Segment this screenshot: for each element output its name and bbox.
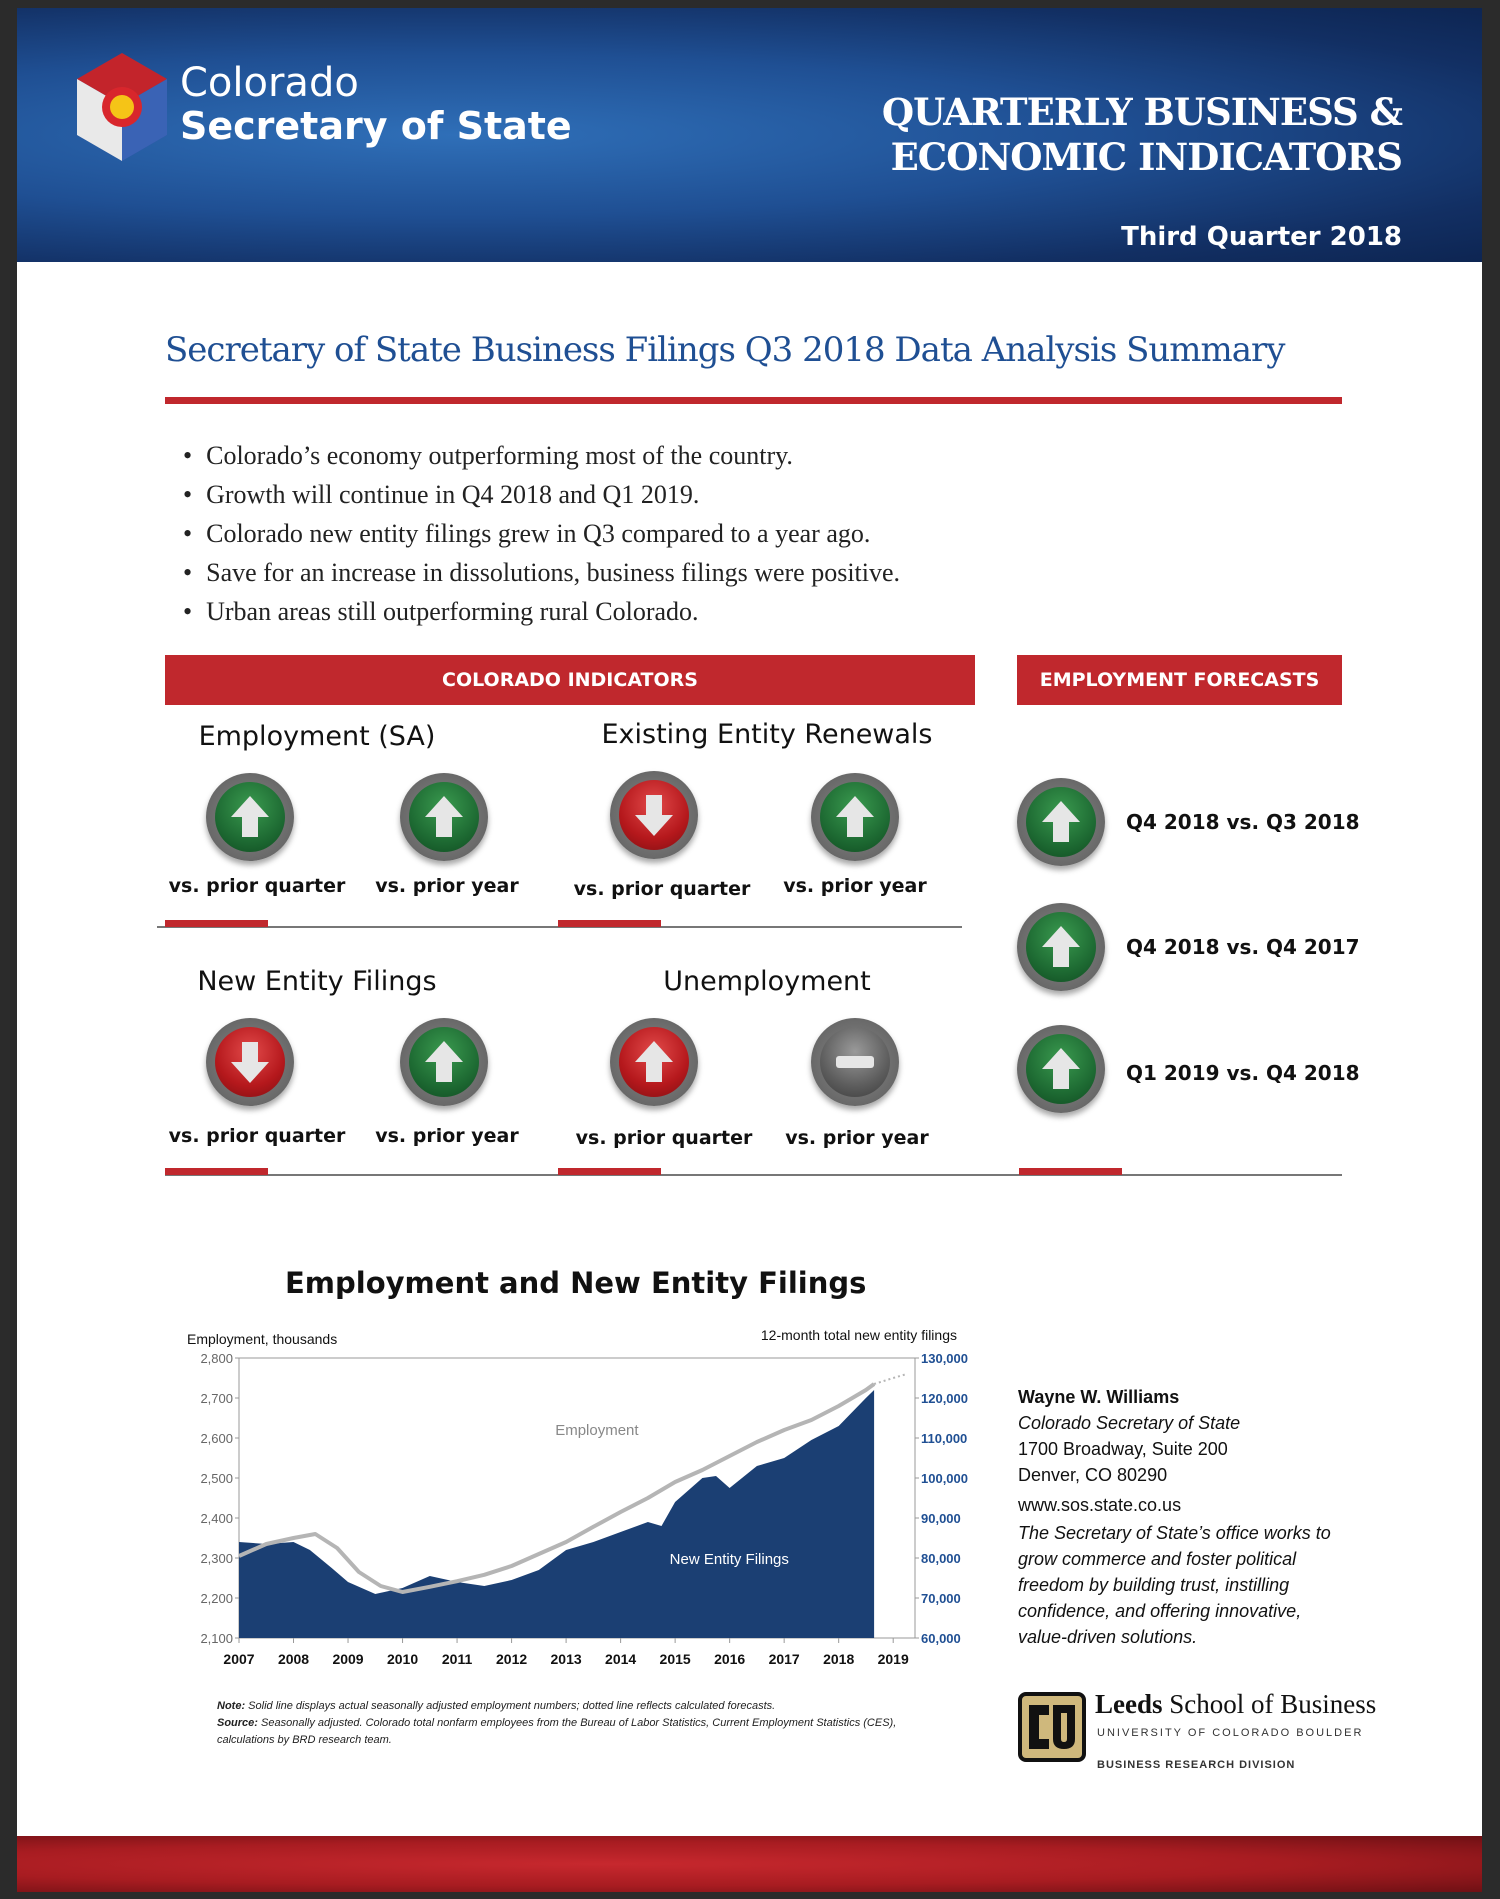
y-tick-left: 2,400	[200, 1511, 233, 1526]
up-arrow-icon	[400, 773, 488, 861]
source-label: Source:	[217, 1717, 258, 1729]
no-change-icon	[811, 1018, 899, 1106]
y-tick-right: 70,000	[921, 1591, 961, 1606]
filings-annotation: New Entity Filings	[669, 1551, 789, 1568]
footer-bar	[17, 1836, 1482, 1892]
down-arrow-icon	[206, 1018, 294, 1106]
y-tick-right: 100,000	[921, 1471, 968, 1486]
x-tick: 2010	[386, 1651, 419, 1667]
report-page	[17, 8, 1482, 1892]
leeds-university: UNIVERSITY OF COLORADO BOULDER	[1097, 1727, 1364, 1739]
forecast-label: Q4 2018 vs. Q4 2017	[1126, 935, 1360, 959]
indicator-label: vs. prior year	[375, 875, 519, 897]
y-tick-right: 80,000	[921, 1551, 961, 1566]
x-tick: 2009	[332, 1651, 364, 1667]
chart-title: Employment and New Entity Filings	[285, 1266, 867, 1300]
chart-note	[217, 1698, 897, 1749]
summary-title: Secretary of State Business Filings Q3 2018 Data Analysis Summary	[165, 330, 1285, 370]
x-tick: 2013	[550, 1651, 582, 1667]
y-tick-left: 2,700	[200, 1391, 233, 1406]
x-tick: 2012	[496, 1651, 528, 1667]
summary-bullet: • Colorado new entity filings grew in Q3 compared to a year ago.	[167, 514, 900, 553]
leeds-name-bold: Leeds	[1095, 1689, 1163, 1719]
y-tick-right: 110,000	[921, 1431, 968, 1446]
indicator-label: vs. prior quarter	[573, 878, 751, 900]
title-divider	[165, 397, 1342, 404]
employment-forecast-line	[874, 1374, 907, 1384]
red-accent-bar	[1019, 1168, 1122, 1175]
contact-block	[1018, 1384, 1240, 1518]
summary-bullet: • Colorado’s economy outperforming most of the country.	[167, 436, 900, 475]
mission-statement: The Secretary of State’s office works to grow commerce and foster political freedom by building trust, instilling confidence, and offering innovative, value-driven solutions.	[1018, 1523, 1331, 1647]
up-arrow-icon	[1017, 778, 1105, 866]
contact-website[interactable]: www.sos.state.co.us	[1018, 1495, 1182, 1515]
x-tick: 2016	[714, 1651, 746, 1667]
forecast-label: Q4 2018 vs. Q3 2018	[1126, 810, 1360, 834]
y-tick-left: 2,800	[200, 1351, 233, 1366]
red-accent-bar	[165, 1168, 268, 1175]
indicator-title-unemployment: Unemployment	[663, 966, 871, 997]
red-accent-bar	[558, 1168, 661, 1175]
indicator-label: vs. prior quarter	[168, 1125, 346, 1147]
y-axis-left-label: Employment, thousands	[187, 1331, 338, 1347]
up-arrow-icon	[400, 1018, 488, 1106]
x-tick: 2018	[823, 1651, 855, 1667]
up-arrow-icon	[1017, 903, 1105, 991]
colorado-indicators-header: COLORADO INDICATORS	[165, 655, 975, 705]
contact-address1: 1700 Broadway, Suite 200	[1018, 1439, 1228, 1459]
indicator-label: vs. prior year	[785, 1127, 929, 1149]
employment-filings-chart	[167, 1308, 977, 1688]
y-tick-right: 90,000	[921, 1511, 961, 1526]
report-quarter: Third Quarter 2018	[1121, 222, 1402, 252]
x-tick: 2008	[277, 1651, 310, 1667]
x-tick: 2007	[223, 1651, 255, 1667]
leeds-name	[1095, 1689, 1376, 1720]
indicator-title-new-filings: New Entity Filings	[197, 966, 437, 997]
report-title	[882, 90, 1402, 180]
x-tick: 2017	[768, 1651, 800, 1667]
contact-role: Colorado Secretary of State	[1018, 1413, 1241, 1433]
leeds-logo	[1017, 1691, 1417, 1781]
red-accent-bar	[558, 920, 661, 927]
note-text: Solid line displays actual seasonally adjusted employment numbers; dotted line reflects calculated forecasts.	[248, 1700, 776, 1712]
indicator-title-renewals: Existing Entity Renewals	[601, 719, 933, 750]
note-label: Note:	[217, 1700, 246, 1712]
report-title-line1: QUARTERLY BUSINESS &	[881, 90, 1402, 134]
red-accent-bar	[165, 920, 268, 927]
employment-forecasts-header: EMPLOYMENT FORECASTS	[1017, 655, 1342, 705]
y-tick-left: 2,600	[200, 1431, 233, 1446]
org-name-line1: Colorado	[180, 60, 359, 106]
summary-bullets	[167, 436, 900, 631]
org-name-line2: Secretary of State	[180, 104, 572, 148]
summary-bullet: • Save for an increase in dissolutions, business filings were positive.	[167, 553, 900, 592]
x-tick: 2015	[659, 1651, 691, 1667]
up-arrow-icon	[610, 1018, 698, 1106]
summary-bullet: • Urban areas still outperforming rural Colorado.	[167, 592, 900, 631]
summary-bullet: • Growth will continue in Q4 2018 and Q1 2019.	[167, 475, 900, 514]
x-tick: 2019	[877, 1651, 909, 1667]
leeds-name-rest: School of Business	[1162, 1689, 1377, 1719]
y-tick-right: 60,000	[921, 1631, 961, 1646]
indicator-label: vs. prior year	[375, 1125, 519, 1147]
forecast-label: Q1 2019 vs. Q4 2018	[1126, 1061, 1360, 1085]
report-title-line2: ECONOMIC INDICATORS	[890, 135, 1402, 179]
y-tick-right: 130,000	[921, 1351, 968, 1366]
indicator-label: vs. prior year	[783, 875, 927, 897]
up-arrow-icon	[811, 773, 899, 861]
cu-logo-icon	[1017, 1691, 1087, 1763]
indicator-title-employment: Employment (SA)	[198, 721, 436, 752]
contact-name: Wayne W. Williams	[1018, 1387, 1180, 1407]
contact-address2: Denver, CO 80290	[1018, 1465, 1168, 1485]
y-tick-left: 2,100	[200, 1631, 233, 1646]
y-tick-left: 2,200	[200, 1591, 233, 1606]
source-text: Seasonally adjusted. Colorado total nonfarm employees from the Bureau of Labor Statistics, Current Employment Statistics (CES), calculations by BRD research team.	[217, 1717, 897, 1746]
up-arrow-icon	[1017, 1025, 1105, 1113]
leeds-division: BUSINESS RESEARCH DIVISION	[1097, 1759, 1296, 1771]
y-tick-left: 2,500	[200, 1471, 233, 1486]
indicator-label: vs. prior quarter	[575, 1127, 753, 1149]
header-banner	[17, 8, 1482, 262]
employment-annotation: Employment	[555, 1421, 639, 1439]
row-divider	[165, 1174, 1342, 1176]
x-tick: 2014	[605, 1651, 637, 1667]
colorado-sos-logo	[72, 53, 172, 163]
y-tick-left: 2,300	[200, 1551, 233, 1566]
indicator-label: vs. prior quarter	[168, 875, 346, 897]
up-arrow-icon	[206, 773, 294, 861]
y-tick-right: 120,000	[921, 1391, 968, 1406]
x-tick: 2011	[441, 1651, 473, 1667]
y-axis-right-label: 12-month total new entity filings	[760, 1327, 957, 1343]
down-arrow-icon	[610, 771, 698, 859]
